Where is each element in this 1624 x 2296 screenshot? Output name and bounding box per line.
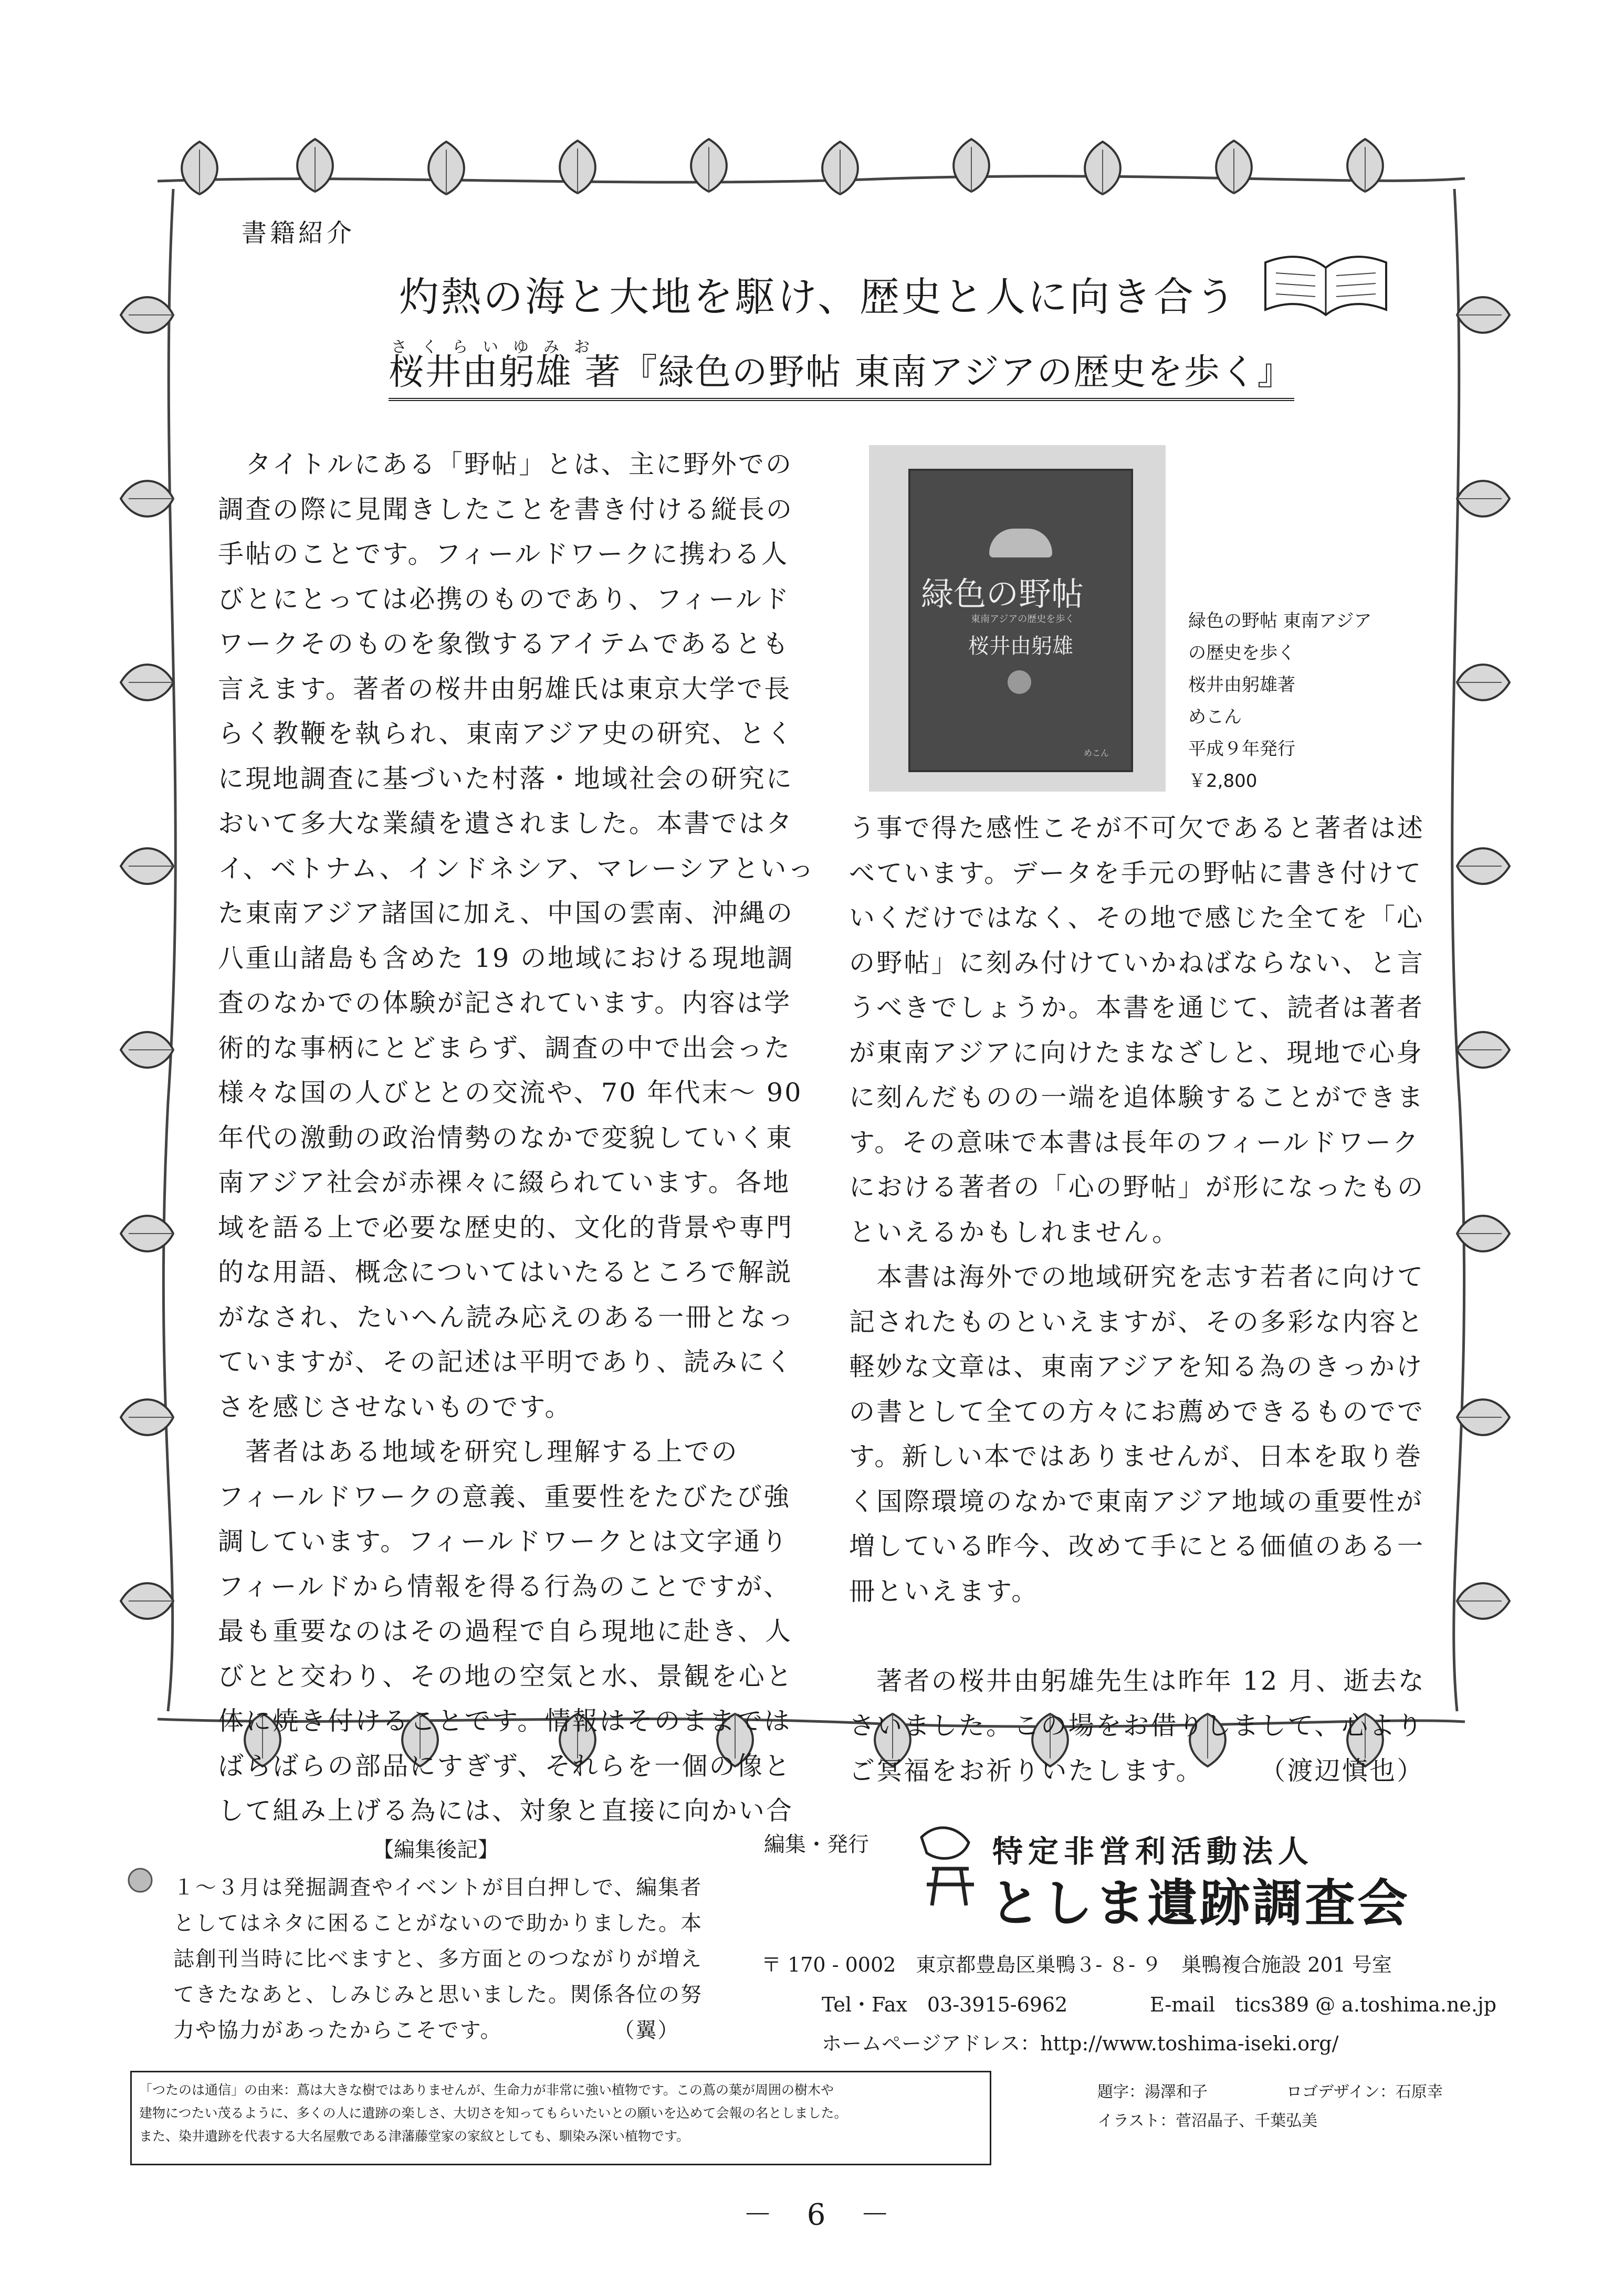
text-line: 軽妙な文章は、東南アジアを知る為のきっかけ [849, 1352, 1424, 1382]
text-line: 年代の激動の政治情勢のなかで変貌していく東 [218, 1122, 794, 1153]
text-line: ￥2,800 [1188, 771, 1258, 792]
text-line: ワークそのものを象徴するアイテムであるとも [218, 629, 790, 659]
text-line: ご冥福をお祈りいたします。 （渡辺慎也） [849, 1755, 1424, 1786]
text-line: 言えます。著者の桜井由躬雄氏は東京大学で長 [218, 673, 792, 704]
afterword-text [173, 1870, 703, 2048]
text-line: イ、ベトナム、インドネシア、マレーシアといっ [218, 853, 815, 883]
text-line: た東南アジア諸国に加え、中国の雲南、沖縄の [218, 898, 794, 928]
text-line: タイトルにある「野帖」とは、主に野外での [218, 449, 793, 479]
text-line: 冊といえます。 [849, 1576, 1039, 1606]
text-line: 調査の際に見聞きしたことを書き付ける縦長の [218, 494, 794, 524]
text-line: としてはネタに困ることがないので助かりました。本 [173, 1911, 703, 1935]
text-line: における著者の「心の野帖」が形になったもの [849, 1172, 1425, 1202]
text-line: らく教鞭を執られ、東南アジア史の研究、とく [218, 719, 794, 749]
page-number: － 6 － [743, 2198, 903, 2232]
cover-hat-illustration [989, 529, 1052, 557]
text-line: す。新しい本ではありませんが、日本を取り巻 [849, 1441, 1423, 1471]
article-headline: 灼熱の海と大地を駆け、歴史と人に向き合う [399, 273, 1238, 320]
credit-logo-design: ロゴデザイン：石原幸 [1286, 2083, 1443, 2101]
text-line: 著者はある地域を研究し理解する上での [218, 1437, 739, 1467]
credit-illustration: イラスト：菅沼晶子、千葉弘美 [1097, 2112, 1318, 2130]
text-line: して組み上げる為には、対象と直接に向かい合 [218, 1796, 794, 1826]
publisher-address: 〒 170 - 0002 東京都豊島区巣鴨３- ８- ９ 巣鴨複合施設 201 号室 [761, 1953, 1392, 1976]
cover-author: 桜井由躬雄 [968, 634, 1073, 658]
cover-publisher: めこん [1084, 748, 1109, 758]
text-line: びとと交わり、その地の空気と水、景観を心と [218, 1661, 794, 1691]
text-line: 八重山諸島も含めた 19 の地域における現地調 [218, 943, 795, 973]
credit-calligraphy: 題字：湯澤和子 [1097, 2083, 1208, 2101]
text-line: うべきでしょうか。本書を通じて、読者は著者 [849, 993, 1424, 1023]
text-line: く国際環境のなかで東南アジア地域の重要性が [849, 1486, 1424, 1516]
text-line: 増している昨今、改めて手にとる価値のある一 [849, 1531, 1425, 1561]
text-line: 査のなかでの体験が記されています。内容は学 [218, 988, 792, 1018]
book-cover [908, 469, 1133, 772]
text-line: 平成９年発行 [1188, 739, 1295, 760]
text-line: 力や協力があったからこそです。 （翼） [173, 2018, 680, 2042]
text-line: いくだけではなく、その地で感じた全てを「心 [849, 903, 1424, 933]
text-line: 緑色の野帖 東南アジア [1188, 610, 1372, 631]
text-line: １～３月は発掘調査やイベントが目白押しで、編集者 [173, 1876, 703, 1900]
text-line: 著者の桜井由躬雄先生は昨年 12 月、逝去な [849, 1666, 1426, 1696]
text-line: 「つたのは通信」の由来：蔦は大きな樹ではありませんが、生命力が非常に強い植物です。この蔦の葉が周囲の樹木や [139, 2082, 834, 2098]
text-line: 体に焼き付けることです。情報はそのままでは [218, 1706, 792, 1736]
book-caption [1188, 605, 1371, 797]
cover-subtitle: 東南アジアの歴史を歩く [971, 614, 1075, 625]
text-line: びとにとっては必携のものであり、フィールド [218, 584, 791, 614]
publisher-tel: Tel・Fax 03-3915-6962 [822, 1993, 1068, 2016]
text-line: がなされ、たいへん読み応えのある一冊となっ [218, 1302, 795, 1332]
text-line: さいました。この場をお借りしまして、心より [849, 1711, 1424, 1741]
text-line: の書として全ての方々にお薦めできるものでで [849, 1396, 1425, 1427]
text-line: べています。データを手元の野帖に書き付けて [849, 858, 1423, 888]
text-line [849, 1614, 1419, 1659]
author-ruby: さくらいゆみお [391, 338, 604, 356]
text-line: に刻んだものの一端を追体験することができま [849, 1082, 1425, 1112]
text-line: 桜井由躬雄著 [1188, 675, 1295, 696]
text-line: 誌創刊当時に比べますと、多方面とのつながりが増え [173, 1947, 703, 1971]
text-line: 建物につたい茂るように、多くの人に遺跡の楽しさ、大切さを知ってもらいたいとの願いを込めて会報の名としました。 [139, 2105, 847, 2121]
text-line: す。その意味で本書は長年のフィールドワーク [849, 1127, 1420, 1157]
organization-type: 特定非営利活動法人 [992, 1834, 1314, 1869]
text-line: 記されたものといえますが、その多彩な内容と [849, 1307, 1425, 1337]
text-line: といえるかもしれません。 [849, 1217, 1180, 1247]
leaf-icon [126, 1866, 155, 1895]
cover-title: 緑色の野帖 [921, 575, 1084, 613]
text-line: めこん [1188, 707, 1242, 728]
text-line: おいて多大な業績を遺されました。本書ではタ [218, 808, 794, 838]
open-book-icon [1260, 247, 1391, 320]
cover-emblem [1008, 670, 1031, 694]
text-line: てきたなあと、しみじみと思いました。関係各位の努 [173, 1983, 703, 2007]
publisher-email[interactable]: E-mail tics389 @ a.toshima.ne.jp [1150, 1993, 1497, 2016]
text-line: ばらばらの部品にすぎず、それらを一個の像と [218, 1751, 792, 1781]
book-subheading: 桜井由躬雄 著『緑色の野帖 東南アジアの歴史を歩く』 [389, 344, 1294, 401]
text-line: ていますが、その記述は平明であり、読みにく [218, 1347, 794, 1377]
text-line: フィールドワークの意義、重要性をたびたび強 [218, 1481, 791, 1512]
section-label: 書籍紹介 [242, 218, 355, 248]
text-line: 本書は海外での地域研究を志す若者に向けて [849, 1262, 1425, 1292]
text-line: 域を語る上で必要な歴史的、文化的背景や専門 [218, 1212, 794, 1242]
publisher-homepage[interactable]: ホームページアドレス：http://www.toshima-iseki.org/ [822, 2032, 1339, 2055]
text-line: 術的な事柄にとどまらず、調査の中で出会った [218, 1033, 792, 1063]
publisher-label: 編集・発行 [764, 1832, 869, 1857]
text-line: の野帖」に刻み付けていかねばならない、と言 [849, 947, 1425, 978]
text-line: さを感じさせないものです。 [218, 1392, 572, 1422]
text-line: 南アジア社会が赤裸々に綴られています。各地 [218, 1167, 791, 1197]
organization-name: としま遺跡調査会 [990, 1874, 1410, 1933]
text-line: 手帖のことです。フィールドワークに携わる人 [218, 539, 789, 569]
organization-logo-icon [911, 1821, 982, 1913]
afterword-title: 【編集後記】 [373, 1838, 499, 1862]
text-line: う事で得た感性こそが不可欠であると著者は述 [849, 813, 1425, 843]
text-line: また、染井遺跡を代表する大名屋敷である津藩藤堂家の家紋としても、馴染み深い植物です。 [139, 2129, 690, 2144]
article-left-column [218, 442, 815, 1834]
text-line: に現地調査に基づいた村落・地域社会の研究に [218, 763, 794, 794]
text-line: 最も重要なのはその過程で自ら現地に赴き、人 [218, 1616, 793, 1646]
text-line: が東南アジアに向けたまなざしと、現地で心身 [849, 1037, 1424, 1068]
text-line: 的な用語、概念についてはいたるところで解説 [218, 1257, 793, 1287]
article-right-column [849, 806, 1426, 1793]
newsletter-name-origin [130, 2071, 991, 2165]
text-line: 様々な国の人びととの交流や、70 年代末～ 90 [218, 1078, 803, 1108]
text-line: 調しています。フィールドワークとは文字通り [218, 1526, 789, 1556]
text-line: フィールドから情報を得る行為のことですが、 [218, 1571, 791, 1602]
text-line: の歴史を歩く [1188, 643, 1295, 663]
